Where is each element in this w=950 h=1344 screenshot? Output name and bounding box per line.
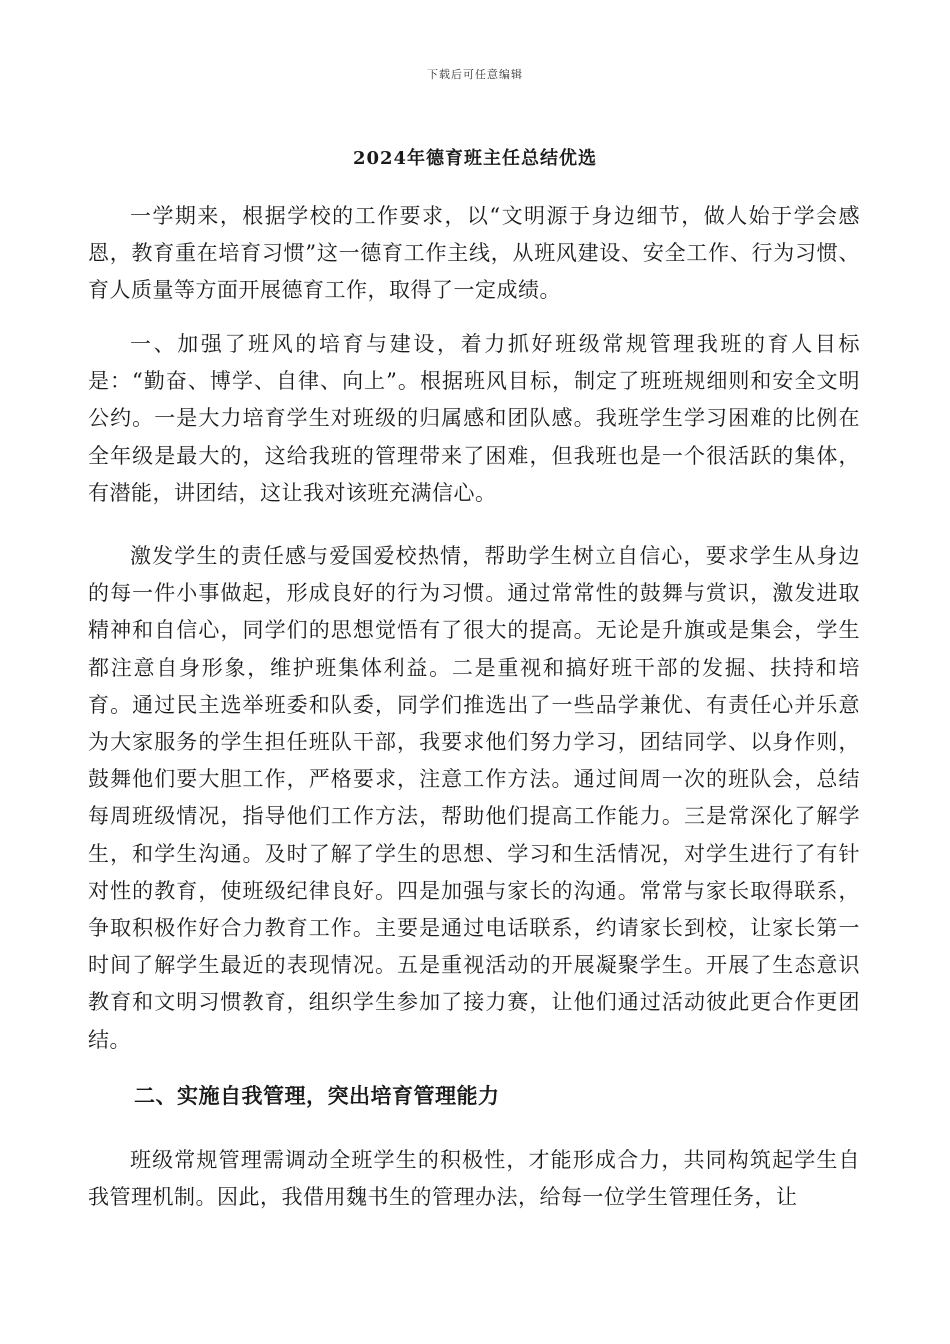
document-title: 2024年德育班主任总结优选 — [352, 148, 598, 169]
section2-heading: 二、实施自我管理，突出培育管理能力 — [134, 1083, 500, 1108]
section2-paragraph: 班级常规管理需调动全班学生的积极性，才能形成合力，共同构筑起学生自我管理机制。因此，我借用魏书生的管理办法，给每一位学生管理任务，让 — [88, 1148, 860, 1210]
section1-detail-paragraph: 激发学生的责任感与爱国爱校热情，帮助学生树立自信心，要求学生从身边的每一件小事做起，形成良好的行为习惯。通过常常性的鼓舞与赏识，激发进取精神和自信心，同学们的思想觉悟有了很大的提高。无论是升旗或是集会，学生都注意自身形象，维护班集体利益。二是重视和搞好班干部的发掘、扶持和培育。通过民主选举班委和队委，同学们推选出了一些品学兼优、有责任心并乐意为大家服务的学生担任班队干部，我要求他们努力学习，团结同学、以身作则，鼓舞他们要大胆工作，严格要求，注意工作方法。通过间周一次的班队会，总结每周班级情况，指导他们工作方法，帮助他们提高工作能力。三是常深化了解学生，和学生沟通。及时了解了学生的思想、学习和生活情况，对学生进行了有针对性的教育，使班级纪律良好。四是加强与家长的沟通。常常与家长取得联系，争取积极作好合力教育工作。主要是通过电话联系，约请家长到校，让家长第一时间了解学生最近的表现情况。五是重视活动的开展凝聚学生。开展了生态意识教育和文明习惯教育，组织学生参加了接力赛，让他们通过活动彼此更合作更团结。 — [88, 544, 860, 1052]
intro-paragraph: 一学期来，根据学校的工作要求，以“文明源于身边细节，做人始于学会感恩，教育重在培育习惯”这一德育工作主线，从班风建设、安全工作、行为习惯、育人质量等方面开展德育工作，取得了一定成绩。 — [88, 204, 860, 303]
header-note: 下载后可任意编辑 — [427, 68, 523, 81]
section1-paragraph: 一、加强了班风的培育与建设，着力抓好班级常规管理我班的育人目标是：“勤奋、博学、自律、向上”。根据班风目标，制定了班班规细则和安全文明公约。一是大力培育学生对班级的归属感和团队感。我班学生学习困难的比例在全年级是最大的，这给我班的管理带来了困难，但我班也是一个很活跃的集体，有潜能，讲团结，这让我对该班充满信心。 — [88, 332, 860, 505]
